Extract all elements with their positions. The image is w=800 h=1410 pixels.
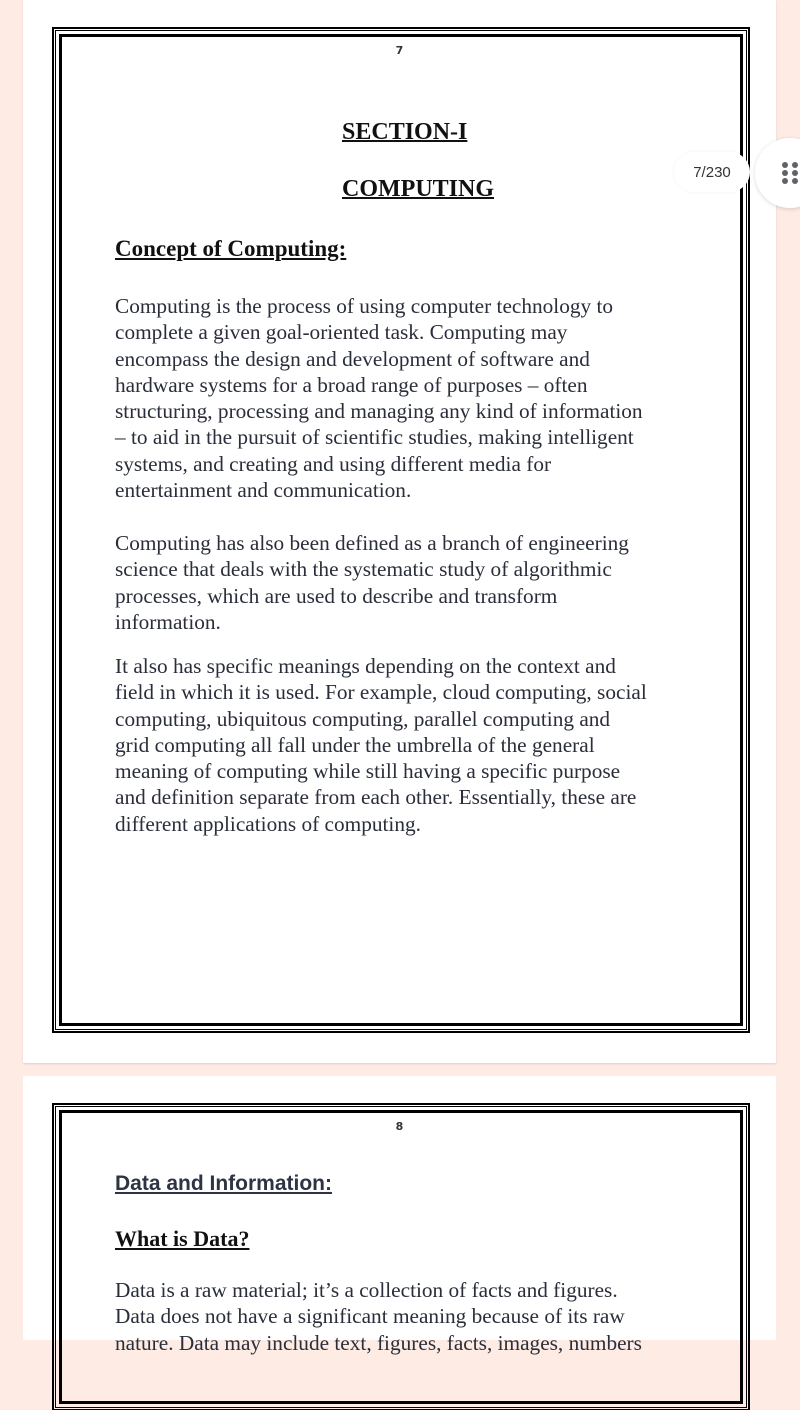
paragraph: Data is a raw material; it’s a collection of facts and figures. Data does not have a significant meaning because of its raw nature. Data may include text, figures, facts, images, numbers	[115, 1278, 642, 1355]
subheading: What is Data?	[115, 1226, 250, 1251]
page-border	[53, 1104, 749, 1410]
paragraph: Computing has also been defined as a branch of engineering science that deals with the systematic study of algorithmic processes, which are used to describe and transform information.	[115, 531, 629, 634]
chapter-title: COMPUTING	[342, 176, 494, 202]
paragraph: Computing is the process of using computer technology to complete a given goal-oriented task. Computing may encompass the design and development of software and hardware systems for a broad range of purposes – often structuring, processing and managing any kind of information – to aid in the pursuit of scientific studies, making intelligent systems, and creating and using different media for entertainment and communication.	[115, 294, 643, 503]
page-number: 8	[395, 1120, 404, 1133]
pdf-page-8	[23, 1076, 776, 1355]
section-heading: Concept of Computing:	[115, 236, 347, 261]
page-counter: 7/230	[674, 152, 750, 192]
section-title: SECTION-I	[342, 119, 468, 145]
section-heading: Data and Information:	[115, 1172, 333, 1195]
page-number: 7	[395, 44, 404, 57]
drag-handle-dots-icon	[782, 162, 798, 184]
paragraph: It also has specific meanings depending on the context and field in which it is used. For example, cloud computing, social computing, ubiquitous computing, parallel computing and grid computing all fall under the umbrella of the general meaning of computing while still having a specific purpose and definition separate from each other. Essentially, these are different applications of computing.	[115, 654, 647, 836]
pdf-page-7	[23, 0, 776, 1063]
